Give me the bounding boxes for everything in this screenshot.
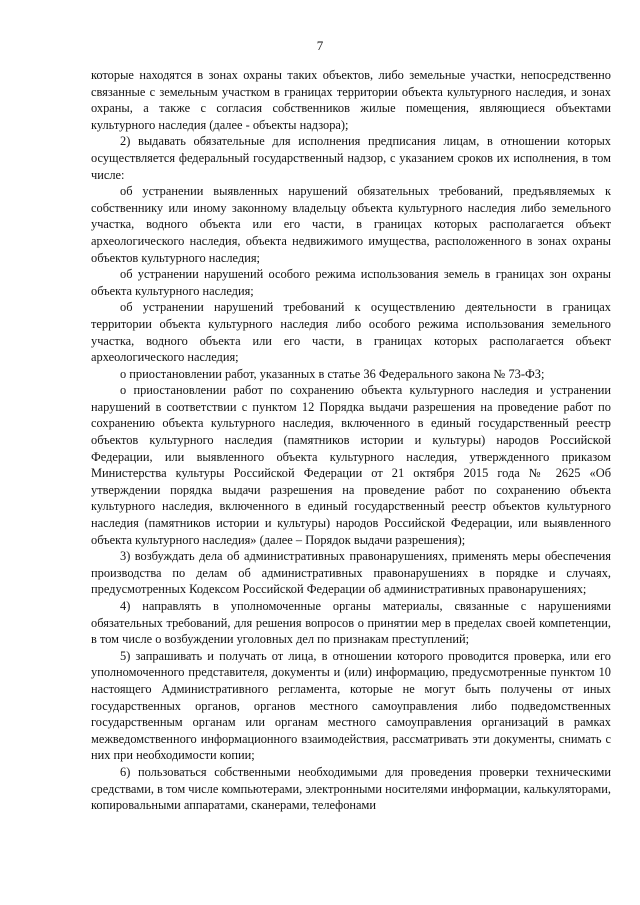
paragraph-suspension-works: о приостановлении работ по сохранению объекта культурного наследия и устранении нарушений в соответствии с пунктом 12 Порядка выдачи разрешения на проведение работ по сохранению объекта культурного наследия, включенного в единый государственный реестр объектов культурного наследия (памятников истории и культуры) народов Российской Федерации, или выявленного объекта культурного наследия, утвержденного приказом Министерства культуры Российской Федерации от 21 октября 2015 года № 2625 «Об утверждении порядка выдачи разрешения на проведение работ по сохранению объекта культурного наследия, включенного в единый государственный реестр объектов культурного наследия (памятников истории и культуры) народов Российской Федерации, или выявленного объекта культурного наследия» (далее – Порядок выдачи разрешения); <box>91 383 611 547</box>
document-body <box>91 67 611 814</box>
page-number: 7 <box>316 38 324 53</box>
paragraph-item-2: 2) выдавать обязательные для исполнения предписания лицам, в отношении которых осуществляется федеральный государственный надзор, с указанием сроков их исполнения, в том числе: <box>91 134 611 182</box>
paragraph-suspension-art36: о приостановлении работ, указанных в статье 36 Федерального закона № 73-ФЗ; <box>120 366 545 381</box>
paragraph-continuation: которые находятся в зонах охраны таких объектов, либо земельные участки, непосредственно связанные с земельным участком в границах территории объекта культурного наследия, и зонах охраны, а также с согласия собственников жилые помещения, являющиеся объектами культурного наследия (далее - объекты надзора); <box>91 68 611 132</box>
paragraph-elimination-violations: об устранении выявленных нарушений обязательных требований, предъявляемых к собственнику или иному законному владельцу объекта культурного наследия либо земельного участка, водного объекта или его части, в границах которых располагается объект археологического наследия, объекта недвижимого имущества, расположенного в зонах охраны объектов культурного наследия; <box>91 184 611 265</box>
paragraph-item-3: 3) возбуждать дела об административных правонарушениях, применять меры обеспечения производства по делам об административных правонарушениях в порядке и случаях, предусмотренных Кодексом Российской Федерации об административных правонарушениях; <box>91 549 611 597</box>
paragraph-item-5: 5) запрашивать и получать от лица, в отношении которого проводится проверка, или его уполномоченного представителя, документы и (или) информацию, предусмотренные пунктом 10 настоящего Административного регламента, которые не могут быть получены от иных государственных органов, органов местного самоуправления либо подведомственных государственным органам или органам местного самоуправления организаций в рамках межведомственного информационного взаимодействия, рассматривать эти документы, снимать с них при необходимости копии; <box>91 648 611 763</box>
paragraph-item-4: 4) направлять в уполномоченные органы материалы, связанные с нарушениями обязательных требований, для решения вопросов о принятии мер в пределах своей компетенции, в том числе о возбуждении уголовных дел по признакам преступлений; <box>91 599 611 647</box>
paragraph-activity-requirements: об устранении нарушений требований к осуществлению деятельности в границах территории объекта культурного наследия либо особого режима использования земельного участка, водного объекта или его части, в границах которых располагается объект археологического наследия; <box>91 300 611 365</box>
paragraph-special-regime: об устранении нарушений особого режима использования земель в границах зон охраны объекта культурного наследия; <box>91 267 611 298</box>
paragraph-item-6: 6) пользоваться собственными необходимыми для проведения проверки техническими средствами, в том числе компьютерами, электронными носителями информации, калькуляторами, копировальными аппаратами, сканерами, телефонами <box>91 764 611 813</box>
